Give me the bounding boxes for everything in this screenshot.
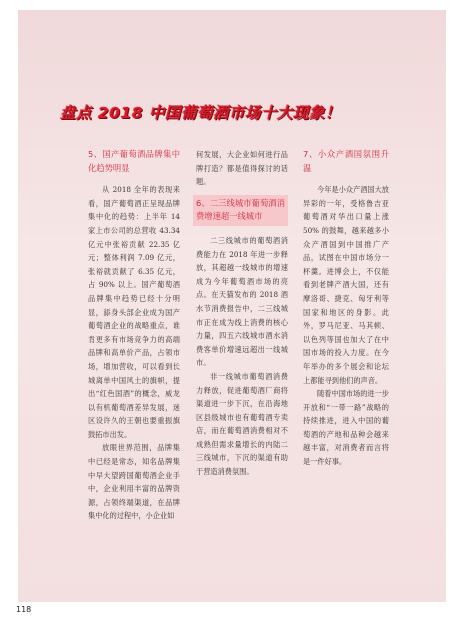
paragraph: 随着中国市场的进一步开放和“一带一路”战略的持续推进，进入中国的葡萄酒的产地和品种会越来越丰富，对消费者而言将是一件好事。 — [303, 389, 389, 467]
section-6-heading: 6、二三线城市葡萄酒消费增速超一线城市 — [193, 195, 288, 226]
paragraph: 非一线城市葡萄酒消费力释放，促进葡萄酒厂商将渠道进一步下沉，在沿海地区县级城市也有葡萄酒专卖店，而在葡萄酒消费相对不成熟但需求量增长的内陆二三线城市，下沉的渠道有助于营造消费氛围。 — [196, 371, 288, 477]
paragraph: 放眼世界范围，品牌集中已经是常态，知名品牌集中早大望跨国葡萄酒企业手中，企业利用丰富的品牌资源，占领终端渠道，在品牌集中化的过程中，小企业如 — [88, 443, 180, 521]
section-7-heading: 7、小众产酒国氛围升温 — [303, 149, 389, 173]
paragraph: 今年是小众产酒国大放异彩的一年，受格鲁吉亚葡萄酒对华出口量上涨 50% 的鼓舞，越来越多小众产酒国到中国推广产品，试图在中国市场分一杯羹。进博会上，不仅能看到老牌产酒大国，还有摩洛哥、捷克、匈牙利等国家和地区的身影。此外，罗马尼亚、马其顿、以色列等国也加大了在中国市场的投入力度。在今年举办的多个展会和论坛上都能寻到他们的声音。 — [303, 185, 389, 385]
column-middle — [196, 148, 288, 479]
paragraph: 二三线城市的葡萄酒消费能力在 2018 年进一步释放，其超越一线城市的增速成为今年葡萄酒市场的亮点。在天猫发布的 2018 酒水节消费报告中，二三线城市正在成为线上消费的核心力量，四五六线城市酒水消费客单价增速远超出一线城市。 — [196, 235, 288, 368]
section-5-heading: 5、国产葡萄酒品牌集中化趋势明显 — [88, 149, 180, 173]
paragraph-continuation: 何发展，大企业如何进行品牌打造？都是值得探讨的话题。 — [196, 150, 288, 187]
column-right — [303, 148, 389, 469]
article-title: 盘点 2018 中国葡萄酒市场十大现象！ — [60, 104, 341, 122]
column-left — [88, 148, 180, 523]
page-number: 118 — [16, 605, 32, 614]
paragraph: 从 2018 全年的表现来看，国产葡萄酒正呈现品牌集中化的趋势：上半年 14 家上市公司的总营收 43.34 亿元中张裕贡献 22.35 亿元；整体利润 7.09 亿元，张裕就贡献了 6.35 亿元，占 90% 以上。国产葡萄酒品牌集中趋势已经十分明显，舔身头部企业成为国产葡萄酒企业的战略重点，谁肯更多有市场竞争力的高端品牌和高单价产品，占领市场，增加营收，可以看到长城离单中国风土的旗帜，提出“红色国酒”的概念，威龙以有机葡萄酒差异发展，迷区设许久的王朝也要重振旗鼓拓市出发。 — [88, 185, 180, 439]
